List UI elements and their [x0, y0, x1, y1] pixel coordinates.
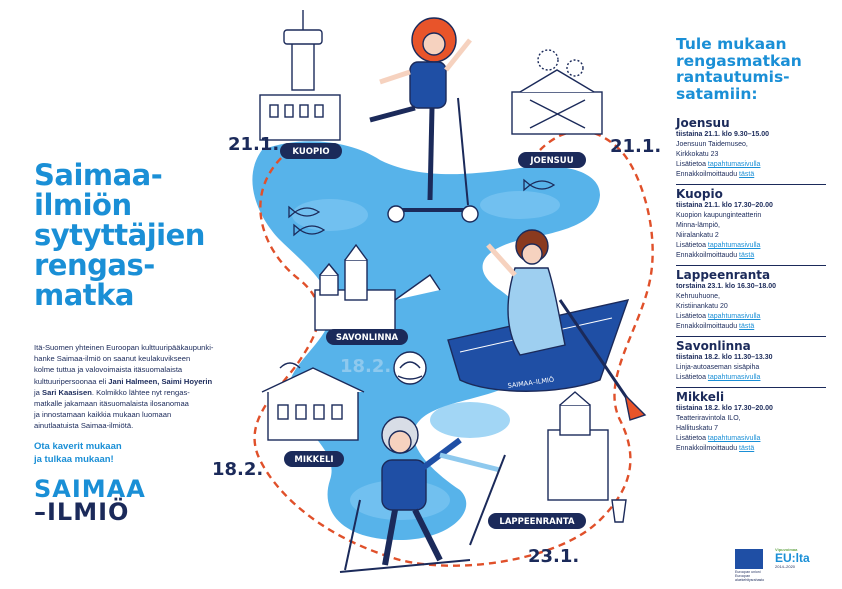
- registration-link[interactable]: tästä: [739, 252, 755, 259]
- event-kuopio: [676, 185, 826, 266]
- event-when: tiistaina 21.1. klo 9.30–15.00: [676, 131, 770, 138]
- intro-paragraph: [34, 342, 254, 432]
- saimaa-seal-icon: [394, 352, 426, 384]
- info-prefix: Lisätietoa: [676, 161, 708, 168]
- event-page-link[interactable]: tapahtumasivulla: [707, 374, 761, 381]
- intro-text: matkalle jakamaan itäsuomalaista ilosanomaa: [34, 399, 189, 409]
- registration-link[interactable]: tästä: [739, 171, 755, 178]
- event-when: torstaina 23.1. klo 16.30–18.00: [676, 283, 777, 290]
- kuopio-label: KUOPIO: [292, 147, 330, 157]
- years-text: 2014–2020: [775, 564, 796, 569]
- water-highlight: [430, 402, 510, 438]
- event-location: Hallituskatu 7: [676, 425, 719, 432]
- registration-prefix: Ennakkoilmoittaudu: [676, 445, 740, 452]
- event-location: Kehruuhuone,: [676, 293, 720, 300]
- eu-caption: [735, 570, 765, 582]
- euvalta-text: EU:lta: [775, 551, 810, 565]
- funding-logos: [735, 545, 835, 582]
- event-location: Minna-lämpiö,: [676, 222, 720, 229]
- lappeenranta-sandcastle-drawing: [548, 392, 626, 522]
- title-line: matka: [34, 278, 135, 312]
- event-page-link[interactable]: tapahtumasivulla: [707, 161, 761, 168]
- cta-line: Ota kaverit mukaan: [34, 441, 122, 452]
- intro-names: Sari Kaasisen: [42, 387, 92, 397]
- event-page-link[interactable]: tapahtumasivulla: [707, 313, 761, 320]
- registration-link[interactable]: tästä: [739, 323, 755, 330]
- intro-text: ja: [34, 387, 43, 397]
- event-list: [676, 114, 826, 458]
- mikkeli-label: MIKKELI: [294, 455, 334, 465]
- joensuu-stage-drawing: [512, 50, 602, 134]
- info-prefix: Lisätietoa: [676, 374, 708, 381]
- intro-text: ja innostamaan kaikkia mukaan luomaan: [34, 410, 172, 420]
- event-city: Savonlinna: [676, 339, 751, 353]
- event-city: Lappeenranta: [676, 268, 771, 282]
- eu-caption-text: Euroopan aluekehitysrahasto: [735, 574, 765, 582]
- intro-text: ainutlaatuista Saimaa-ilmiötä.: [34, 421, 134, 431]
- event-page-link[interactable]: tapahtumasivulla: [707, 435, 761, 442]
- title-line: ilmiön: [34, 188, 132, 222]
- registration-prefix: Ennakkoilmoittaudu: [676, 252, 740, 259]
- event-page-link[interactable]: tapahtumasivulla: [707, 242, 761, 249]
- cta-line: ja tulkaa mukaan!: [34, 454, 114, 465]
- vipuvoimaa-logo: [775, 547, 837, 569]
- eu-caption-text: Euroopan unioni: [735, 570, 761, 574]
- event-location: Kristiinankatu 20: [676, 303, 728, 310]
- sidebar-heading-line: rantautumis-: [676, 68, 790, 86]
- event-savonlinna: [676, 337, 826, 388]
- intro-text: . Kolmikko lähtee nyt rengas-: [91, 387, 190, 397]
- intro-text: Itä-Suomen yhteinen Euroopan kulttuuripääkaupunki-: [34, 343, 214, 352]
- kuopio-date: 21.1.: [228, 134, 280, 155]
- registration-prefix: Ennakkoilmoittaudu: [676, 323, 740, 330]
- saimaa-ilmio-logo: [34, 475, 174, 526]
- event-mikkeli: [676, 388, 826, 458]
- sidebar-heading: [676, 36, 826, 102]
- event-lappeenranta: [676, 266, 826, 337]
- event-city: Mikkeli: [676, 390, 725, 404]
- joensuu-date: 21.1.: [610, 136, 662, 157]
- event-location: Kuopion kaupunginteatterin: [676, 212, 762, 219]
- sidebar-heading-line: rengasmatkan: [676, 51, 802, 70]
- registration-link[interactable]: tästä: [739, 445, 755, 452]
- info-prefix: Lisätietoa: [676, 313, 708, 320]
- savonlinna-label: SAVONLINNA: [335, 333, 399, 343]
- title-line: rengas-: [34, 248, 155, 282]
- mikkeli-date: 18.2.: [212, 459, 264, 480]
- event-city: Joensuu: [676, 116, 730, 130]
- event-location: Niiralankatu 2: [676, 232, 719, 239]
- boat-label: SAIMAA–ILMIÖ: [507, 375, 555, 390]
- event-location: Linja-autoaseman sisäpiha: [676, 364, 760, 371]
- joensuu-label: JOENSUU: [530, 156, 574, 166]
- event-city: Kuopio: [676, 187, 723, 201]
- event-location: Teatteriravintola ILO,: [676, 415, 741, 422]
- info-prefix: Lisätietoa: [676, 242, 708, 249]
- event-location: Joensuun Taidemuseo,: [676, 141, 748, 148]
- sidebar-heading-line: satamiin:: [676, 84, 758, 103]
- event-when: tiistaina 21.1. klo 17.30–20.00: [676, 202, 773, 209]
- intro-names: Jani Halmeen, Saimi Hoyerin: [108, 376, 213, 386]
- poster-title: [34, 160, 264, 310]
- intro-text: hanke Saimaa-ilmiö on saanut keulakuvikseen: [34, 354, 191, 364]
- registration-prefix: Ennakkoilmoittaudu: [676, 171, 740, 178]
- title-line: Saimaa-: [34, 158, 163, 192]
- intro-text: kulttuuripersoonaa eli: [34, 376, 109, 386]
- event-joensuu: [676, 114, 826, 185]
- event-when: tiistaina 18.2. klo 17.30–20.00: [676, 405, 773, 412]
- logo-line2: –ILMIÖ: [34, 498, 130, 526]
- logo-line1: SAIMAA: [34, 475, 146, 503]
- call-to-action: [34, 440, 214, 466]
- vipuvoimaa-text: Vipuvoimaa: [775, 547, 798, 552]
- info-prefix: Lisätietoa: [676, 435, 708, 442]
- eu-flag-icon: [735, 549, 763, 569]
- sidebar-heading-line: Tule mukaan: [676, 35, 787, 53]
- event-when: tiistaina 18.2. klo 11.30–13.30: [676, 354, 773, 361]
- lappeenranta-label: LAPPEENRANTA: [499, 517, 575, 527]
- lappeenranta-date: 23.1.: [528, 546, 580, 567]
- title-line: sytyttäjien: [34, 218, 205, 252]
- savonlinna-date: 18.2.: [340, 356, 392, 377]
- event-location: Kirkkokatu 23: [676, 151, 719, 158]
- intro-text: kolme tuttua ja valovoimaista itäsuomalaista: [34, 365, 183, 375]
- kuopio-tower-drawing: [260, 10, 340, 140]
- water-highlight: [480, 191, 560, 219]
